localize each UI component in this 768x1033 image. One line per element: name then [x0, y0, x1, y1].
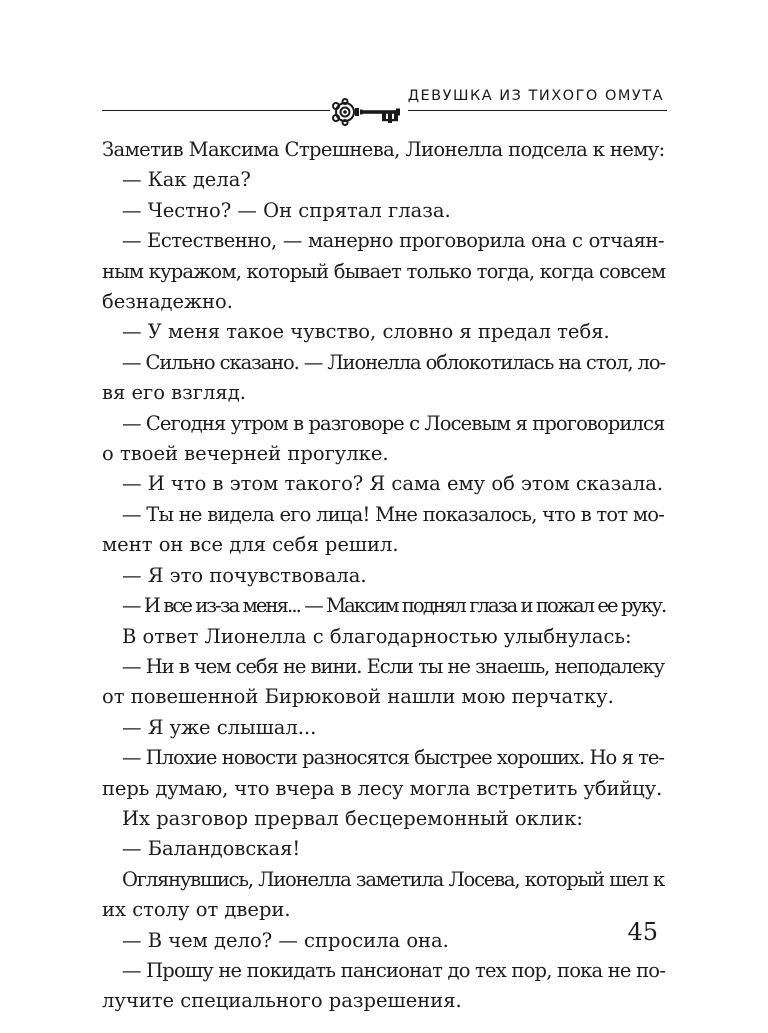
text-line: — Сегодня утром в разговоре с Лосевым я проговорился — [122, 411, 665, 435]
text-line: вя его взгляд. — [102, 381, 246, 405]
text-line: В ответ Лионелла с благодарностью улыбнулась: — [122, 624, 632, 648]
text-line: безнадежно. — [102, 290, 233, 314]
text-line: о твоей вечерней прогулке. — [102, 442, 389, 466]
key-icon — [330, 97, 408, 127]
body-text — [102, 135, 664, 1017]
text-line: — Я уже слышал... — [122, 715, 317, 739]
text-line: Оглянувшись, Лионелла заметила Лосева, который шел к — [122, 867, 664, 891]
text-line: Их разговор прервал бесцеремонный оклик: — [122, 806, 583, 830]
text-line: мент он все для себя решил. — [102, 533, 399, 557]
text-line: лучите специального разрешения. — [102, 989, 462, 1013]
text-line: — У меня такое чувство, словно я предал тебя. — [122, 320, 610, 344]
text-line: — В чем дело? — спросила она. — [122, 928, 449, 952]
running-head-title: ДЕВУШКА ИЗ ТИХОГО ОМУТА — [407, 88, 664, 104]
text-line: — И все из-за меня... — Максим поднял глаза и пожал ее руку. — [122, 594, 666, 618]
text-line: — Баландовская! — [122, 837, 301, 861]
text-line: — Сильно сказано. — Лионелла облокотилась на стол, ло- — [122, 350, 665, 374]
text-line: — Прошу не покидать пансионат до тех пор, пока не по- — [122, 958, 666, 982]
text-line: — Честно? — Он спрятал глаза. — [122, 198, 451, 222]
text-line: перь думаю, что вчера в лесу могла встретить убийцу. — [102, 776, 663, 800]
text-line: — Я это почувствовала. — [122, 563, 367, 587]
page-number: 45 — [627, 918, 658, 946]
text-line: — Как дела? — [122, 168, 251, 192]
text-line: их столу от двери. — [102, 898, 291, 922]
text-line: от повешенной Бирюковой нашли мою перчатку. — [102, 685, 614, 709]
text-line: — И что в этом такого? Я сама ему об этом сказала. — [122, 472, 664, 496]
text-line: ным куражом, который бывает только тогда, когда совсем — [102, 259, 666, 283]
text-line: — Ты не видела его лица! Мне показалось, что в тот мо- — [122, 502, 664, 526]
text-line: — Ни в чем себя не вини. Если ты не знаешь, неподалеку — [122, 654, 664, 678]
text-line: Заметив Максима Стрешнева, Лионелла подсела к нему: — [102, 138, 665, 161]
text-line: — Естественно, — манерно проговорила она с отчаян- — [122, 229, 664, 253]
text-line: — Плохие новости разносятся быстрее хороших. Но я те- — [122, 746, 664, 770]
